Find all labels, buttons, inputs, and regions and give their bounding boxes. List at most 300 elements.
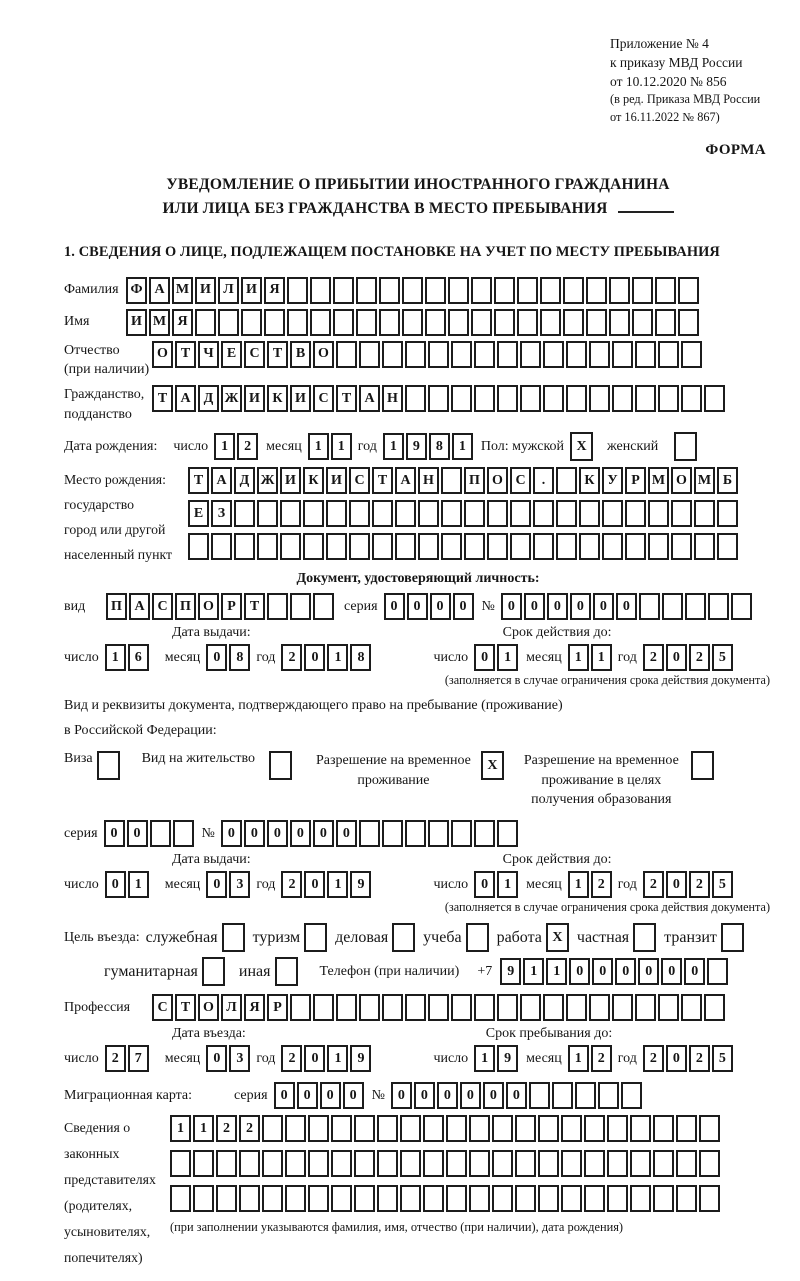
form-cell[interactable]	[303, 533, 324, 560]
form-cell[interactable]: 0	[274, 1082, 295, 1109]
form-cell[interactable]: А	[149, 277, 170, 304]
form-cell[interactable]: О	[671, 467, 692, 494]
form-cell[interactable]	[584, 1185, 605, 1212]
form-cell[interactable]	[269, 751, 292, 780]
form-cell[interactable]	[538, 1115, 559, 1142]
form-cell[interactable]: 5	[712, 871, 733, 898]
form-cell[interactable]: С	[349, 467, 370, 494]
form-cell[interactable]: О	[152, 341, 173, 368]
form-cell[interactable]	[379, 277, 400, 304]
form-cell[interactable]: И	[290, 385, 311, 412]
form-cell[interactable]	[372, 500, 393, 527]
form-cell[interactable]	[731, 593, 752, 620]
form-cell[interactable]	[529, 1082, 550, 1109]
form-cell[interactable]: 0	[453, 593, 474, 620]
form-cell[interactable]	[632, 309, 653, 336]
form-cell[interactable]: 5	[712, 644, 733, 671]
form-cell[interactable]: П	[106, 593, 127, 620]
form-cell[interactable]	[451, 994, 472, 1021]
form-cell[interactable]	[561, 1185, 582, 1212]
form-cell[interactable]: Р	[221, 593, 242, 620]
form-cell[interactable]: А	[359, 385, 380, 412]
form-cell[interactable]: Т	[336, 385, 357, 412]
form-cell[interactable]	[372, 533, 393, 560]
form-cell[interactable]	[625, 500, 646, 527]
form-cell[interactable]	[303, 500, 324, 527]
form-cell[interactable]	[356, 309, 377, 336]
form-cell[interactable]	[331, 1115, 352, 1142]
form-cell[interactable]	[492, 1150, 513, 1177]
form-cell[interactable]	[446, 1150, 467, 1177]
form-cell[interactable]	[428, 994, 449, 1021]
form-cell[interactable]	[699, 1150, 720, 1177]
form-cell[interactable]	[707, 958, 728, 985]
form-cell[interactable]: 0	[569, 958, 590, 985]
form-cell[interactable]: 2	[216, 1115, 237, 1142]
form-cell[interactable]	[584, 1150, 605, 1177]
form-cell[interactable]	[405, 994, 426, 1021]
form-cell[interactable]	[262, 1185, 283, 1212]
form-cell[interactable]	[474, 994, 495, 1021]
form-cell[interactable]: 0	[414, 1082, 435, 1109]
form-cell[interactable]	[653, 1150, 674, 1177]
form-cell[interactable]	[517, 309, 538, 336]
form-cell[interactable]	[423, 1115, 444, 1142]
form-cell[interactable]	[586, 277, 607, 304]
form-cell[interactable]	[336, 341, 357, 368]
form-cell[interactable]: 8	[429, 433, 450, 460]
form-cell[interactable]: .	[533, 467, 554, 494]
form-cell[interactable]	[333, 277, 354, 304]
form-cell[interactable]: И	[244, 385, 265, 412]
form-cell[interactable]: 0	[304, 871, 325, 898]
form-cell[interactable]	[621, 1082, 642, 1109]
form-cell[interactable]	[446, 1115, 467, 1142]
form-cell[interactable]	[691, 751, 714, 780]
form-cell[interactable]	[267, 593, 288, 620]
form-cell[interactable]	[423, 1150, 444, 1177]
form-cell[interactable]: 9	[497, 1045, 518, 1072]
form-cell[interactable]: Е	[221, 341, 242, 368]
form-cell[interactable]: X	[481, 751, 504, 780]
form-cell[interactable]: 0	[290, 820, 311, 847]
form-cell[interactable]	[441, 533, 462, 560]
form-cell[interactable]	[612, 385, 633, 412]
form-cell[interactable]	[674, 432, 697, 461]
form-cell[interactable]: 0	[570, 593, 591, 620]
form-cell[interactable]	[704, 385, 725, 412]
form-cell[interactable]	[451, 820, 472, 847]
form-cell[interactable]: Т	[175, 994, 196, 1021]
form-cell[interactable]	[694, 533, 715, 560]
form-cell[interactable]	[533, 500, 554, 527]
form-cell[interactable]	[681, 994, 702, 1021]
form-cell[interactable]: 1	[568, 1045, 589, 1072]
form-cell[interactable]: 0	[506, 1082, 527, 1109]
form-cell[interactable]	[579, 533, 600, 560]
form-cell[interactable]: С	[152, 994, 173, 1021]
form-cell[interactable]: 1	[193, 1115, 214, 1142]
form-cell[interactable]	[216, 1150, 237, 1177]
form-cell[interactable]	[428, 341, 449, 368]
form-cell[interactable]	[331, 1185, 352, 1212]
form-cell[interactable]: 0	[501, 593, 522, 620]
form-cell[interactable]	[336, 994, 357, 1021]
form-cell[interactable]: 6	[128, 644, 149, 671]
form-cell[interactable]: В	[290, 341, 311, 368]
form-cell[interactable]	[510, 533, 531, 560]
form-cell[interactable]	[579, 500, 600, 527]
form-cell[interactable]	[648, 533, 669, 560]
form-cell[interactable]	[471, 277, 492, 304]
form-cell[interactable]	[699, 1115, 720, 1142]
form-cell[interactable]: 1	[523, 958, 544, 985]
form-cell[interactable]: С	[152, 593, 173, 620]
form-cell[interactable]: 1	[327, 644, 348, 671]
form-cell[interactable]: О	[198, 593, 219, 620]
form-cell[interactable]	[262, 1150, 283, 1177]
form-cell[interactable]: 0	[474, 644, 495, 671]
form-cell[interactable]	[441, 500, 462, 527]
form-cell[interactable]	[241, 309, 262, 336]
form-cell[interactable]: М	[149, 309, 170, 336]
form-cell[interactable]: 1	[214, 433, 235, 460]
form-cell[interactable]: И	[126, 309, 147, 336]
form-cell[interactable]: X	[570, 432, 593, 461]
form-cell[interactable]	[290, 593, 311, 620]
form-cell[interactable]	[331, 1150, 352, 1177]
form-cell[interactable]	[497, 820, 518, 847]
form-cell[interactable]	[520, 341, 541, 368]
form-cell[interactable]: Ж	[221, 385, 242, 412]
form-cell[interactable]: 2	[689, 871, 710, 898]
form-cell[interactable]: 8	[350, 644, 371, 671]
form-cell[interactable]: 1	[327, 1045, 348, 1072]
form-cell[interactable]: 2	[643, 871, 664, 898]
form-cell[interactable]: 3	[229, 1045, 250, 1072]
form-cell[interactable]: Е	[188, 500, 209, 527]
form-cell[interactable]	[356, 277, 377, 304]
form-cell[interactable]	[377, 1185, 398, 1212]
form-cell[interactable]	[492, 1115, 513, 1142]
form-cell[interactable]	[653, 1185, 674, 1212]
form-cell[interactable]: 0	[474, 871, 495, 898]
form-cell[interactable]	[676, 1185, 697, 1212]
form-cell[interactable]	[285, 1185, 306, 1212]
form-cell[interactable]: 0	[221, 820, 242, 847]
form-cell[interactable]: 1	[308, 433, 329, 460]
form-cell[interactable]	[635, 994, 656, 1021]
form-cell[interactable]	[308, 1115, 329, 1142]
form-cell[interactable]	[561, 1150, 582, 1177]
form-cell[interactable]	[377, 1150, 398, 1177]
form-cell[interactable]	[497, 994, 518, 1021]
form-cell[interactable]	[609, 277, 630, 304]
form-cell[interactable]	[308, 1150, 329, 1177]
form-cell[interactable]: 1	[327, 871, 348, 898]
form-cell[interactable]: Н	[382, 385, 403, 412]
form-cell[interactable]	[262, 1115, 283, 1142]
form-cell[interactable]	[428, 820, 449, 847]
form-cell[interactable]	[676, 1115, 697, 1142]
form-cell[interactable]: О	[198, 994, 219, 1021]
form-cell[interactable]: 2	[281, 871, 302, 898]
form-cell[interactable]	[474, 820, 495, 847]
form-cell[interactable]	[543, 341, 564, 368]
form-cell[interactable]	[540, 309, 561, 336]
form-cell[interactable]	[655, 277, 676, 304]
form-cell[interactable]	[170, 1150, 191, 1177]
form-cell[interactable]	[402, 309, 423, 336]
form-cell[interactable]	[170, 1185, 191, 1212]
form-cell[interactable]	[708, 593, 729, 620]
form-cell[interactable]	[304, 923, 327, 952]
form-cell[interactable]	[290, 994, 311, 1021]
form-cell[interactable]	[653, 1115, 674, 1142]
form-cell[interactable]	[471, 309, 492, 336]
form-cell[interactable]	[556, 467, 577, 494]
form-cell[interactable]: 2	[239, 1115, 260, 1142]
form-cell[interactable]: М	[172, 277, 193, 304]
form-cell[interactable]	[497, 385, 518, 412]
form-cell[interactable]: И	[280, 467, 301, 494]
form-cell[interactable]: Т	[152, 385, 173, 412]
form-cell[interactable]: З	[211, 500, 232, 527]
form-cell[interactable]: Я	[264, 277, 285, 304]
form-cell[interactable]: И	[326, 467, 347, 494]
form-cell[interactable]: 0	[407, 593, 428, 620]
form-cell[interactable]	[563, 309, 584, 336]
form-cell[interactable]	[377, 1115, 398, 1142]
form-cell[interactable]	[464, 500, 485, 527]
form-cell[interactable]	[257, 533, 278, 560]
form-cell[interactable]	[598, 1082, 619, 1109]
form-cell[interactable]	[602, 533, 623, 560]
form-cell[interactable]: 2	[591, 1045, 612, 1072]
form-cell[interactable]: Я	[244, 994, 265, 1021]
form-cell[interactable]: 1	[568, 871, 589, 898]
form-cell[interactable]: 0	[391, 1082, 412, 1109]
form-cell[interactable]	[359, 994, 380, 1021]
form-cell[interactable]: 0	[483, 1082, 504, 1109]
form-cell[interactable]: Т	[175, 341, 196, 368]
form-cell[interactable]	[392, 923, 415, 952]
form-cell[interactable]	[533, 533, 554, 560]
form-cell[interactable]: 7	[128, 1045, 149, 1072]
form-cell[interactable]: И	[195, 277, 216, 304]
form-cell[interactable]	[359, 341, 380, 368]
form-cell[interactable]: 0	[336, 820, 357, 847]
form-cell[interactable]	[280, 533, 301, 560]
form-cell[interactable]	[540, 277, 561, 304]
form-cell[interactable]: 0	[297, 1082, 318, 1109]
form-cell[interactable]	[150, 820, 171, 847]
form-cell[interactable]: 0	[593, 593, 614, 620]
form-cell[interactable]: М	[648, 467, 669, 494]
form-cell[interactable]	[556, 500, 577, 527]
form-cell[interactable]	[563, 277, 584, 304]
form-cell[interactable]	[354, 1150, 375, 1177]
form-cell[interactable]	[97, 751, 120, 780]
form-cell[interactable]	[400, 1185, 421, 1212]
form-cell[interactable]: 2	[643, 644, 664, 671]
form-cell[interactable]	[721, 923, 744, 952]
form-cell[interactable]: 9	[406, 433, 427, 460]
form-cell[interactable]	[193, 1185, 214, 1212]
form-cell[interactable]	[310, 309, 331, 336]
form-cell[interactable]: 0	[638, 958, 659, 985]
form-cell[interactable]	[517, 277, 538, 304]
form-cell[interactable]	[257, 500, 278, 527]
form-cell[interactable]	[589, 994, 610, 1021]
form-cell[interactable]	[446, 1185, 467, 1212]
form-cell[interactable]	[448, 277, 469, 304]
form-cell[interactable]: 2	[281, 644, 302, 671]
form-cell[interactable]: К	[267, 385, 288, 412]
form-cell[interactable]	[609, 309, 630, 336]
form-cell[interactable]	[538, 1185, 559, 1212]
form-cell[interactable]: 1	[568, 644, 589, 671]
form-cell[interactable]	[188, 533, 209, 560]
form-cell[interactable]	[239, 1185, 260, 1212]
form-cell[interactable]: 0	[304, 644, 325, 671]
form-cell[interactable]: А	[175, 385, 196, 412]
form-cell[interactable]: X	[546, 923, 569, 952]
form-cell[interactable]: Т	[267, 341, 288, 368]
form-cell[interactable]: 1	[474, 1045, 495, 1072]
form-cell[interactable]: Т	[372, 467, 393, 494]
form-cell[interactable]	[648, 500, 669, 527]
form-cell[interactable]	[400, 1150, 421, 1177]
form-cell[interactable]: Т	[188, 467, 209, 494]
form-cell[interactable]	[287, 309, 308, 336]
form-cell[interactable]	[451, 341, 472, 368]
form-cell[interactable]	[402, 277, 423, 304]
form-cell[interactable]: 0	[127, 820, 148, 847]
form-cell[interactable]	[566, 994, 587, 1021]
form-cell[interactable]: 9	[350, 1045, 371, 1072]
form-cell[interactable]	[561, 1115, 582, 1142]
form-cell[interactable]	[566, 385, 587, 412]
form-cell[interactable]	[382, 994, 403, 1021]
form-cell[interactable]	[681, 341, 702, 368]
form-cell[interactable]: К	[579, 467, 600, 494]
form-cell[interactable]	[566, 341, 587, 368]
form-cell[interactable]: 0	[666, 644, 687, 671]
form-cell[interactable]: 0	[244, 820, 265, 847]
form-cell[interactable]	[285, 1150, 306, 1177]
form-cell[interactable]	[694, 500, 715, 527]
form-cell[interactable]: П	[464, 467, 485, 494]
form-cell[interactable]	[425, 277, 446, 304]
form-cell[interactable]	[494, 309, 515, 336]
form-cell[interactable]: 1	[128, 871, 149, 898]
form-cell[interactable]: К	[303, 467, 324, 494]
form-cell[interactable]	[681, 385, 702, 412]
form-cell[interactable]	[474, 341, 495, 368]
form-cell[interactable]	[655, 309, 676, 336]
form-cell[interactable]	[584, 1115, 605, 1142]
form-cell[interactable]	[287, 277, 308, 304]
form-cell[interactable]	[469, 1185, 490, 1212]
form-cell[interactable]: 0	[206, 644, 227, 671]
form-cell[interactable]: Я	[172, 309, 193, 336]
form-cell[interactable]	[658, 994, 679, 1021]
form-cell[interactable]	[487, 500, 508, 527]
form-cell[interactable]: 9	[500, 958, 521, 985]
form-cell[interactable]	[326, 533, 347, 560]
form-cell[interactable]	[704, 994, 725, 1021]
form-cell[interactable]: 0	[206, 871, 227, 898]
form-cell[interactable]: 2	[237, 433, 258, 460]
form-cell[interactable]	[405, 385, 426, 412]
form-cell[interactable]	[464, 533, 485, 560]
form-cell[interactable]	[234, 500, 255, 527]
form-cell[interactable]	[515, 1185, 536, 1212]
form-cell[interactable]	[216, 1185, 237, 1212]
form-cell[interactable]	[575, 1082, 596, 1109]
form-cell[interactable]	[313, 994, 334, 1021]
form-cell[interactable]	[602, 500, 623, 527]
form-cell[interactable]	[469, 1150, 490, 1177]
form-cell[interactable]	[492, 1185, 513, 1212]
form-cell[interactable]	[395, 500, 416, 527]
form-cell[interactable]: Д	[198, 385, 219, 412]
form-cell[interactable]: 2	[281, 1045, 302, 1072]
form-cell[interactable]: 0	[267, 820, 288, 847]
form-cell[interactable]	[173, 820, 194, 847]
form-cell[interactable]: Р	[267, 994, 288, 1021]
form-cell[interactable]: 0	[320, 1082, 341, 1109]
form-cell[interactable]: Ж	[257, 467, 278, 494]
form-cell[interactable]: 2	[105, 1045, 126, 1072]
form-cell[interactable]	[405, 341, 426, 368]
form-cell[interactable]: 1	[452, 433, 473, 460]
form-cell[interactable]: 0	[666, 871, 687, 898]
form-cell[interactable]: А	[129, 593, 150, 620]
form-cell[interactable]	[382, 820, 403, 847]
form-cell[interactable]: А	[395, 467, 416, 494]
form-cell[interactable]: 1	[546, 958, 567, 985]
form-cell[interactable]	[326, 500, 347, 527]
form-cell[interactable]	[264, 309, 285, 336]
form-cell[interactable]	[487, 533, 508, 560]
form-cell[interactable]	[354, 1185, 375, 1212]
form-cell[interactable]	[607, 1150, 628, 1177]
form-cell[interactable]	[359, 820, 380, 847]
form-cell[interactable]: Д	[234, 467, 255, 494]
form-cell[interactable]	[717, 500, 738, 527]
form-cell[interactable]: П	[175, 593, 196, 620]
form-cell[interactable]	[717, 533, 738, 560]
form-cell[interactable]	[218, 309, 239, 336]
form-cell[interactable]: 0	[104, 820, 125, 847]
form-cell[interactable]	[678, 277, 699, 304]
form-cell[interactable]: 0	[206, 1045, 227, 1072]
form-cell[interactable]	[510, 500, 531, 527]
form-cell[interactable]	[607, 1185, 628, 1212]
form-cell[interactable]	[400, 1115, 421, 1142]
form-cell[interactable]: 1	[497, 871, 518, 898]
form-cell[interactable]	[607, 1115, 628, 1142]
form-cell[interactable]	[379, 309, 400, 336]
form-cell[interactable]: 1	[170, 1115, 191, 1142]
form-cell[interactable]: 2	[643, 1045, 664, 1072]
form-cell[interactable]: 0	[313, 820, 334, 847]
form-cell[interactable]: 9	[350, 871, 371, 898]
form-cell[interactable]: 1	[383, 433, 404, 460]
form-cell[interactable]	[630, 1150, 651, 1177]
